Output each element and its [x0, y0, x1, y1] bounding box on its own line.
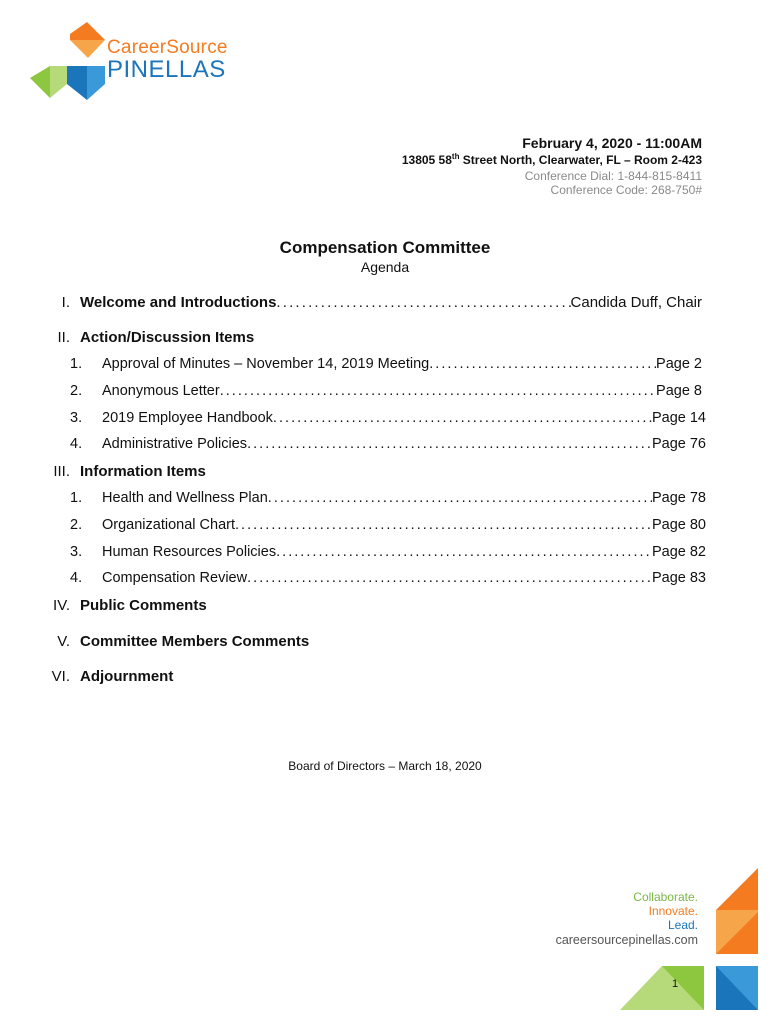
dot-leader — [276, 294, 570, 311]
agenda-item: 1. Approval of Minutes – November 14, 2019 Meeting . . . Page 2 — [70, 356, 702, 372]
meeting-datetime: February 4, 2020 - 11:00AM — [522, 135, 702, 151]
agenda-item: 3. Human Resources Policies . . . Page 82 — [70, 544, 706, 560]
agenda-section-public-comments: IV. Public Comments — [53, 597, 207, 614]
agenda-section-action: II. Action/Discussion Items — [57, 329, 255, 346]
meeting-address: 13805 58th Street North, Clearwater, FL – Room 2-423 — [401, 152, 702, 167]
agenda-section-adjournment: VI. Adjournment — [51, 668, 174, 685]
agenda-item: 4. Compensation Review . . . Page 83 — [70, 570, 706, 586]
agenda-section-welcome: I. Welcome and Introductions . . . Candida Duff, Chair — [34, 294, 702, 311]
agenda-item: 2. Organizational Chart . . . Page 80 — [70, 517, 706, 533]
conference-dial: Conference Dial: 1-844-815-8411 — [524, 169, 702, 183]
agenda-section-committee-comments: V. Committee Members Comments — [57, 633, 310, 650]
agenda-section-information: III. Information Items — [53, 463, 206, 480]
logo-wordmark-top: CareerSource — [107, 37, 228, 58]
document-title: Compensation Committee — [279, 238, 491, 257]
agenda-item: 1. Health and Wellness Plan . . . Page 78 — [70, 490, 706, 506]
tagline-innovate: Innovate. — [648, 904, 698, 918]
tagline-collaborate: Collaborate. — [633, 890, 698, 904]
conference-code: Conference Code: 268-750# — [550, 183, 702, 197]
decorative-triangles — [620, 866, 760, 1014]
agenda-item: 4. Administrative Policies . . . Page 76 — [70, 436, 706, 452]
footer-board-date: Board of Directors – March 18, 2020 — [288, 759, 482, 773]
presenter: Candida Duff, Chair — [570, 294, 702, 311]
logo-wordmark-bottom: PINELLAS — [107, 56, 226, 83]
agenda-item: 2. Anonymous Letter . . . Page 8 — [70, 383, 702, 399]
website-url: careersourcepinellas.com — [555, 933, 698, 947]
page-number: 1 — [672, 978, 679, 990]
tagline-lead: Lead. — [667, 918, 698, 932]
agenda-item: 3. 2019 Employee Handbook . . . Page 14 — [70, 410, 706, 426]
document-subtitle: Agenda — [360, 259, 410, 275]
